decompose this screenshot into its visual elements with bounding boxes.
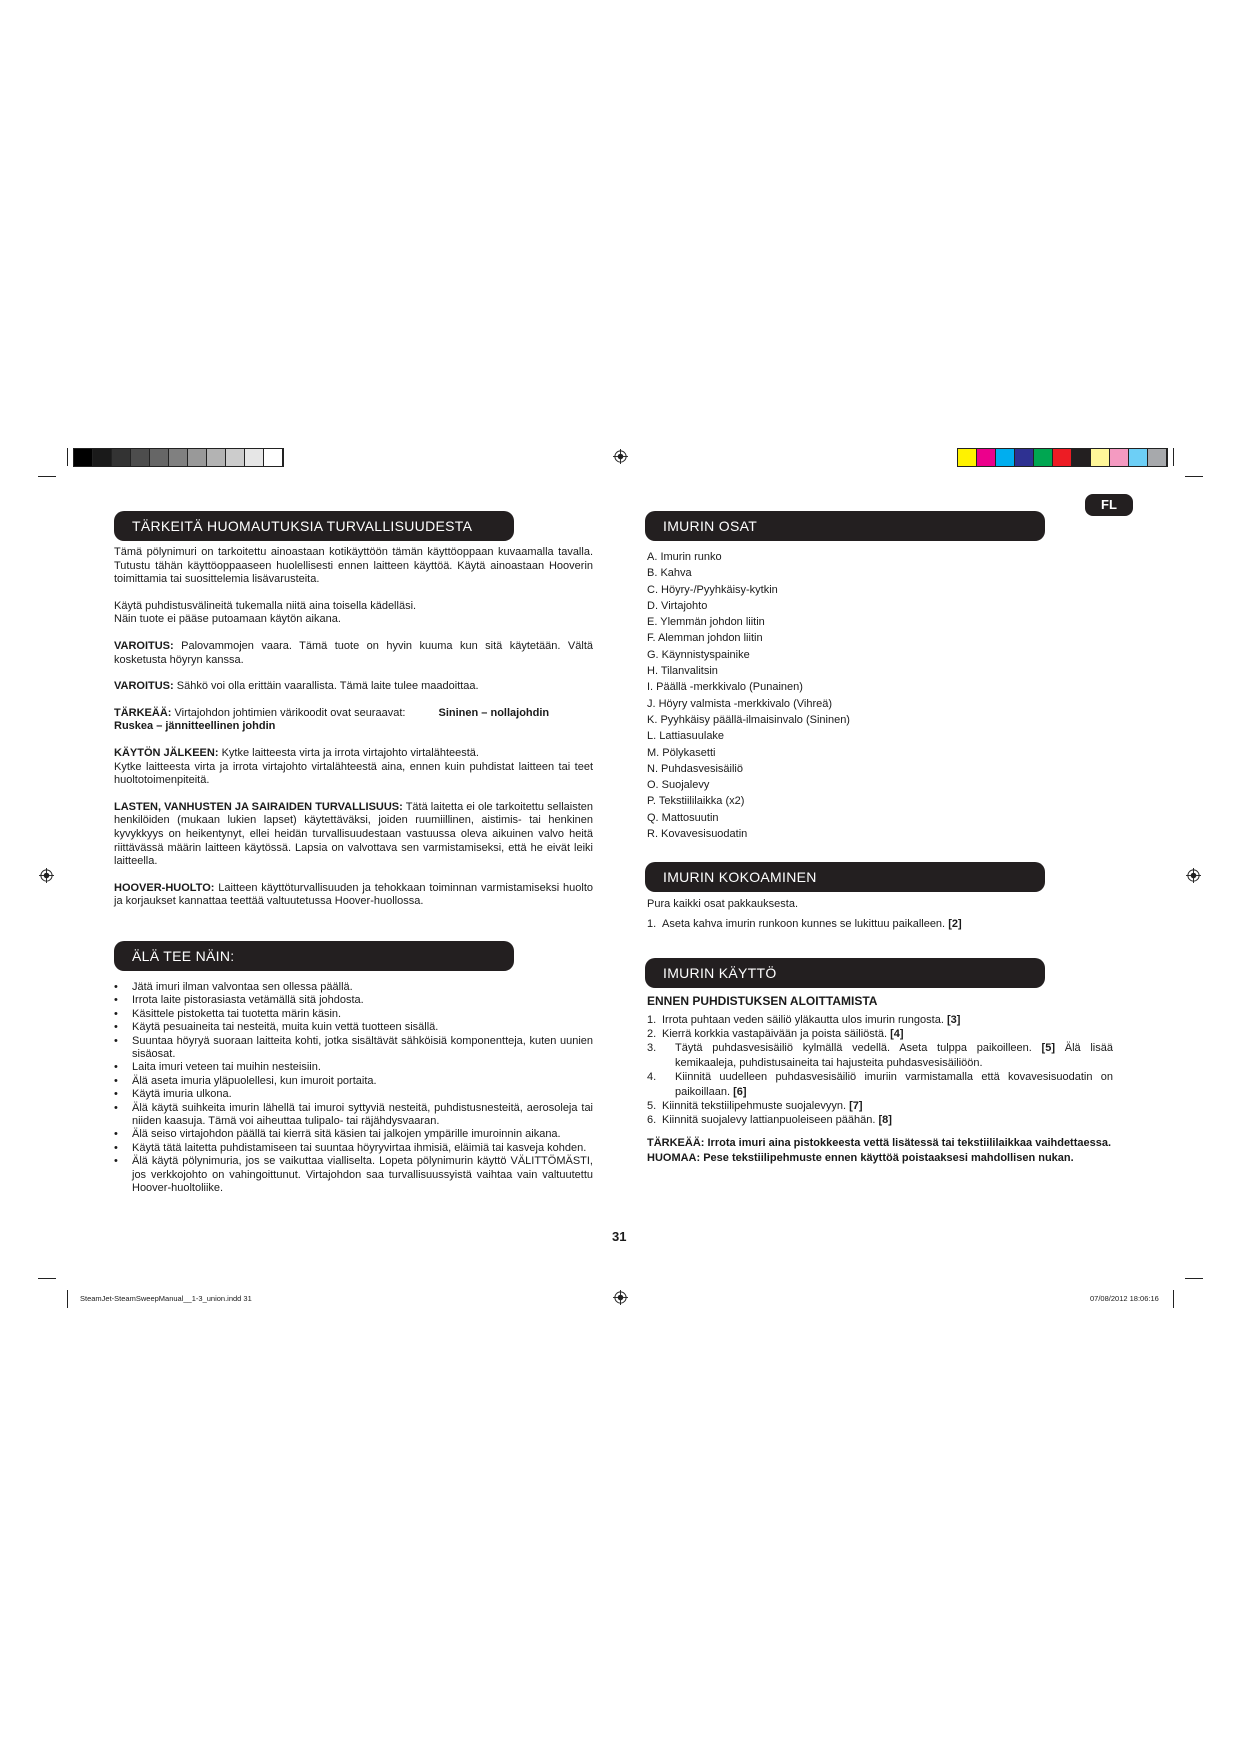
dont-list [114, 981, 593, 1196]
gray-calibration-bar [73, 448, 284, 467]
usage-step: 6. Kiinnitä suojalevy lattianpuoleiseen päähän. [8] [647, 1114, 892, 1127]
wire-colour-note: TÄRKEÄÄ: Virtajohdon johtimien värikoodit ovat seuraavat: Sininen – nollajohdin Ruskea – jännitteellinen johdin [114, 706, 550, 733]
assembly-section-body [647, 898, 1107, 931]
part-item: A. Imurin runko [647, 551, 722, 563]
dont-section-header: ÄLÄ TEE NÄIN: [114, 941, 514, 971]
crop-mark [67, 448, 68, 466]
gray-swatch [74, 449, 93, 466]
color-swatch [958, 449, 977, 466]
color-swatch [996, 449, 1015, 466]
dont-item: • Älä käytä suihkeita imurin lähellä tai imuroi syttyviä nesteitä, puhdistusnesteitä, aerosoleja tai niiden kaasuja. Tämä voi aiheuttaa tulipalo- tai räjähdysvaaran. [114, 1102, 593, 1129]
part-item: B. Kahva [647, 567, 692, 580]
gray-swatch [264, 449, 283, 466]
part-item: J. Höyry valmista -merkkivalo (Vihreä) [647, 697, 833, 710]
language-badge: FL [1085, 494, 1133, 516]
gray-swatch [226, 449, 245, 466]
crop-mark [38, 476, 56, 477]
dont-item: • Käytä pesuaineita tai nesteitä, muita kuin vettä tuotteen sisällä. [114, 1021, 593, 1034]
crop-mark [38, 1278, 56, 1279]
usage-step: 4. Kiinnitä uudelleen puhdasvesisäiliö imuriin varmistamalla että kovavesisuodatin on paikoillaan. [6] [647, 1071, 1113, 1098]
part-item: I. Päällä -merkkivalo (Punainen) [647, 681, 803, 694]
dont-item: • Älä aseta imuria yläpuolellesi, kun imuroit portaita. [114, 1075, 593, 1088]
footer-filename: SteamJet-SteamSweepManual__1-3_union.indd 31 [80, 1294, 252, 1303]
part-item: C. Höyry-/Pyyhkäisy-kytkin [647, 583, 778, 596]
assembly-intro: Pura kaikki osat pakkauksesta. [647, 898, 799, 910]
registration-mark-icon [39, 868, 54, 883]
color-swatch [977, 449, 996, 466]
dont-item: • Käytä imuria ulkona. [114, 1088, 593, 1101]
part-item: K. Pyyhkäisy päällä-ilmaisinvalo (Sininen) [647, 713, 850, 726]
part-item: F. Alemman johdon liitin [647, 632, 763, 645]
footer-date: 07/08/2012 18:06:16 [1090, 1294, 1159, 1303]
crop-mark [1173, 448, 1174, 466]
color-swatch [1015, 449, 1034, 466]
part-item: O. Suojalevy [647, 779, 710, 792]
part-item: E. Ylemmän johdon liitin [647, 616, 765, 629]
burn-warning: VAROITUS: Palovammojen vaara. Tämä tuote on hyvin kuuma kun sitä käytetään. Vältä kosketusta höyryn kanssa. [114, 639, 593, 666]
usage-step: 1. Irrota puhtaan veden säiliö yläkautta ulos imurin rungosta. [3] [647, 1013, 961, 1026]
children-safety-note: LASTEN, VANHUSTEN JA SAIRAIDEN TURVALLISUUS: Tätä laitetta ei ole tarkoitettu sellaisten henkilöiden (mukaan lukien lapset) käytettäväksi, joiden ruumiillinen, aistimis- tai henkinen kyvykkyys on heikentynyt, ellei heidän turvallisuudestaan vastuussa oleva aikuinen valvo heitä riittävässä määrin laitteen käytössä. Lapsia on valvottava sen varmistamiseksi, että he eivät leiki laitteella. [114, 800, 593, 868]
color-swatch [1129, 449, 1148, 466]
dont-item: • Älä käytä pölynimuria, jos se vaikuttaa vialliselta. Lopeta pölynimurin käyttö VÄLITTÖMÄSTI, jos verkkojohto on vahingoittunut. Virtajohdon saa turvallisuussyistä vaihtaa vain valtuutettu Hoover-huoltoliike. [114, 1155, 593, 1195]
dont-item: • Laita imuri veteen tai muihin nesteisiin. [114, 1061, 593, 1074]
gray-swatch [112, 449, 131, 466]
part-item: D. Virtajohto [647, 599, 708, 612]
usage-section-header: IMURIN KÄYTTÖ [645, 958, 1045, 988]
usage-step: 2. Kierrä korkkia vastapäivään ja poista säiliöstä. [4] [647, 1028, 904, 1040]
after-use-note: KÄYTÖN JÄLKEEN: Kytke laitteesta virta ja irrota virtajohto virtalähteestä. Kytke laitteesta virta ja irrota virtajohto virtalähteestä aina, ennen kuin puhdistat laitteen tai teet huoltotoimenpiteitä. [114, 746, 593, 787]
color-calibration-bar [957, 448, 1168, 467]
dont-item: • Suuntaa höyryä suoraan laitteita kohti, jotka sisältävät sähköisiä komponentteja, kuten uunien sisäosat. [114, 1035, 593, 1062]
registration-mark-icon [1186, 868, 1201, 883]
safety-section-body [114, 546, 593, 922]
assembly-section-header: IMURIN KOKOAMINEN [645, 862, 1045, 892]
color-swatch [1148, 449, 1167, 466]
gray-swatch [169, 449, 188, 466]
dont-item: • Käsittele pistoketta tai tuotetta märin käsin. [114, 1008, 593, 1021]
gray-swatch [207, 449, 226, 466]
service-note: HOOVER-HUOLTO: Laitteen käyttöturvallisuuden ja tehokkaan toiminnan varmistamiseksi huolto ja korjaukset kannattaa teettää valtuutetussa Hoover-huollossa. [114, 881, 593, 908]
usage-subtitle: ENNEN PUHDISTUKSEN ALOITTAMISTA [647, 994, 878, 1008]
dont-item: • Käytä tätä laitetta puhdistamiseen tai suuntaa höyryvirtaa ihmisiä, eläimiä tai kasveja kohden. [114, 1142, 593, 1155]
assembly-steps [647, 917, 1107, 931]
gray-swatch [150, 449, 169, 466]
crop-mark [67, 1290, 68, 1308]
part-item: L. Lattiasuulake [647, 730, 725, 743]
crop-mark [1173, 1290, 1174, 1308]
usage-steps [647, 1013, 1113, 1128]
dont-section-body [114, 981, 593, 1196]
gray-swatch [131, 449, 150, 466]
safety-support-note: Käytä puhdistusvälineitä tukemalla niitä aina toisella kädelläsi. Näin tuote ei pääse putoamaan käytön aikana. [114, 599, 417, 626]
crop-mark [1185, 476, 1203, 477]
assembly-step: 1. Aseta kahva imurin runkoon kunnes se lukittuu paikalleen. [2] [647, 917, 962, 930]
part-item: Q. Mattosuutin [647, 811, 719, 824]
parts-list [647, 549, 1107, 842]
page-number: 31 [612, 1229, 627, 1244]
color-swatch [1053, 449, 1072, 466]
color-swatch [1110, 449, 1129, 466]
parts-section-body [647, 549, 1107, 842]
part-item: G. Käynnistyspainike [647, 648, 750, 661]
safety-section-header: TÄRKEITÄ HUOMAUTUKSIA TURVALLISUUDESTA [114, 511, 514, 541]
part-item: P. Tekstiililaikka (x2) [647, 795, 745, 808]
dont-item: • Älä seiso virtajohdon päällä tai kierrä sitä käsien tai jalkojen ympärille imuroinnin aikana. [114, 1128, 593, 1141]
safety-intro: Tämä pölynimuri on tarkoitettu ainoastaan kotikäyttöön tämän käyttöoppaan kuvaamalla tavalla. Tutustu tähän käyttöoppaaseen huolellisesti ennen laitteen käyttöä. Käytä ainoastaan Hooverin toimittamia tai suosittelemia lisävarusteita. [114, 546, 593, 586]
gray-swatch [188, 449, 207, 466]
part-item: N. Puhdasvesisäiliö [647, 762, 743, 775]
part-item: H. Tilanvalitsin [647, 665, 718, 678]
parts-section-header: IMURIN OSAT [645, 511, 1045, 541]
gray-swatch [245, 449, 264, 466]
color-swatch [1091, 449, 1110, 466]
registration-mark-icon [613, 449, 628, 464]
usage-step: 3. Täytä puhdasvesisäiliö kylmällä vedellä. Aseta tulppa paikoilleen. [5] Älä lisää kemikaaleja, puhdistusaineita tai hajusteita puhdasvesisäiliöön. [647, 1042, 1113, 1069]
registration-mark-icon [613, 1290, 628, 1305]
color-swatch [1034, 449, 1053, 466]
gray-swatch [93, 449, 112, 466]
notice-note: HUOMAA: Pese tekstiilipehmuste ennen käyttöä poistaaksesi mahdollisen nukan. [647, 1151, 1074, 1164]
usage-notes [647, 1136, 1113, 1166]
dont-item: • Irrota laite pistorasiasta vetämällä sitä johdosta. [114, 994, 593, 1007]
usage-section-body [647, 995, 1113, 1166]
part-item: M. Pölykasetti [647, 746, 716, 759]
color-swatch [1072, 449, 1091, 466]
dont-item: • Jätä imuri ilman valvontaa sen ollessa päällä. [114, 981, 593, 994]
important-note: TÄRKEÄÄ: Irrota imuri aina pistokkeesta vettä lisätessä tai tekstiililaikkaa vaihdettaessa. [647, 1136, 1112, 1149]
part-item: R. Kovavesisuodatin [647, 828, 748, 841]
usage-step: 5. Kiinnitä tekstiilipehmuste suojalevyyn. [7] [647, 1100, 863, 1113]
crop-mark [1185, 1278, 1203, 1279]
electric-warning: VAROITUS: Sähkö voi olla erittäin vaarallista. Tämä laite tulee maadoittaa. [114, 680, 479, 693]
